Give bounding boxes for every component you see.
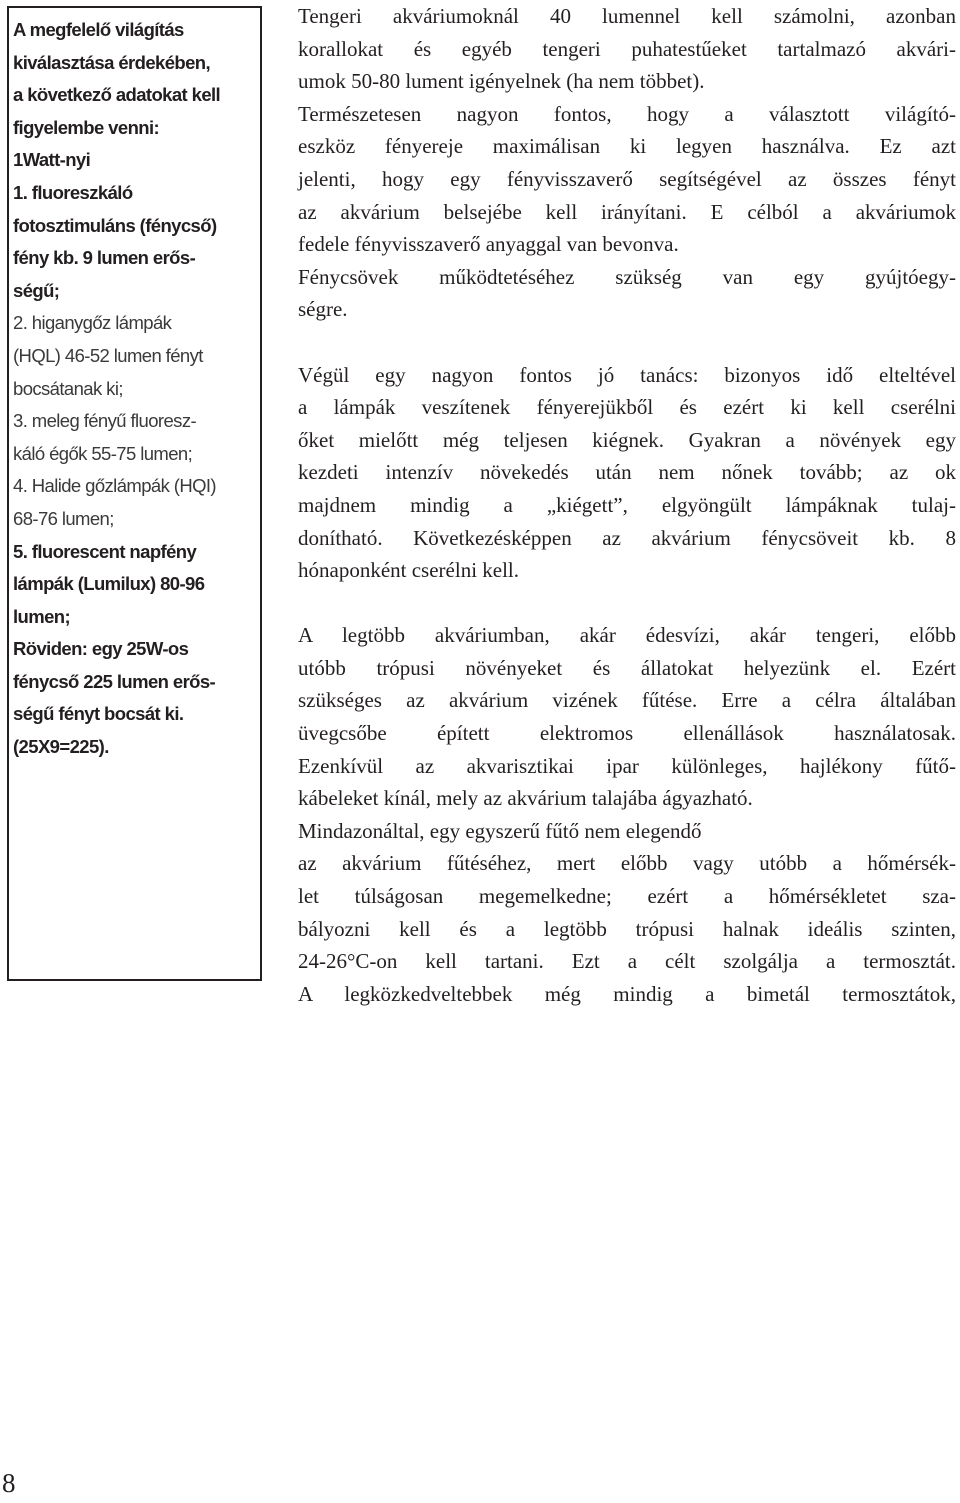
paragraph-gap bbox=[298, 587, 956, 620]
body-line: bályozni kell és a legtöbb trópusi halnak ideális szinten, bbox=[298, 916, 956, 941]
body-line: kábeleket kínál, mely az akvárium talajába ágyazható. bbox=[298, 786, 753, 811]
body-line: let túlságosan megemelkedne; ezért a hőmérsékletet sza- bbox=[298, 884, 956, 909]
body-line: Tengeri akváriumoknál 40 lumennel kell számolni, azonban bbox=[298, 4, 956, 28]
sidebar-line: A megfelelő világítás bbox=[13, 19, 184, 40]
sidebar-line: ségű; bbox=[13, 279, 60, 301]
sidebar-line: fotosztimuláns (fénycső) bbox=[13, 214, 217, 236]
body-line: majdnem mindig a „kiégett”, elgyöngült lámpáknak tulaj- bbox=[298, 492, 956, 517]
body-line: jelenti, hogy egy fényvisszaverő segítségével az összes fényt bbox=[298, 166, 956, 191]
sidebar-line: 4. Halide gőzlámpák (HQI) bbox=[13, 475, 216, 497]
body-line: üvegcsőbe épített elektromos ellenállások használatosak. bbox=[298, 721, 956, 746]
sidebar-line: ségű fényt bocsát ki. bbox=[13, 703, 184, 725]
sidebar-line: Röviden: egy 25W-os bbox=[13, 638, 189, 660]
body-line: az akvárium fűtéséhez, mert előbb vagy utóbb a hőmérsék- bbox=[298, 851, 956, 876]
body-line: kezdeti intenzív növekedés után nem nőnek tovább; az ok bbox=[298, 460, 956, 485]
sidebar-line: a következő adatokat kell bbox=[13, 84, 221, 106]
body-line: Végül egy nagyon fontos jó tanács: bizonyos idő elteltével bbox=[298, 362, 956, 387]
body-line: eszköz fényereje maximálisan ki legyen használva. Ez azt bbox=[298, 134, 956, 159]
body-line: őket mielőtt még teljesen kiégnek. Gyakran a növények egy bbox=[298, 427, 956, 452]
body-line: hónaponként cserélni kell. bbox=[298, 558, 520, 583]
page-number: 8 bbox=[2, 1468, 16, 1498]
body-line: fedele fényvisszaverő anyaggal van bevonva. bbox=[298, 232, 679, 257]
body-line: Fénycsövek működtetéséhez szükség van egy gyújtóegy- bbox=[298, 264, 956, 289]
sidebar-line: 2. higanygőz lámpák bbox=[13, 312, 172, 334]
body-line: Mindazonáltal, egy egyszerű fűtő nem elegendő bbox=[298, 818, 702, 843]
sidebar-line: lumen; bbox=[13, 605, 71, 627]
paragraph-lamp-replacement bbox=[298, 359, 956, 587]
body-line: Ezenkívül az akvarisztikai ipar különleges, hajlékony fűtő- bbox=[298, 753, 956, 778]
paragraph-gap bbox=[298, 326, 956, 359]
sidebar-line: (25X9=225). bbox=[13, 736, 109, 758]
paragraph-marine-lighting bbox=[298, 0, 956, 326]
sidebar-line: (HQL) 46-52 lumen fényt bbox=[13, 344, 203, 366]
sidebar-line: bocsátanak ki; bbox=[13, 377, 123, 399]
sidebar-line: 1Watt-nyi bbox=[13, 149, 91, 171]
body-line: A legközkedveltebbek még mindig a bimetál termosztátok, bbox=[298, 981, 956, 1006]
body-line: utóbb trópusi növényeket és állatokat helyezünk el. Ezért bbox=[298, 655, 956, 680]
body-line: A legtöbb akváriumban, akár édesvízi, akár tengeri, előbb bbox=[298, 623, 956, 648]
body-line: az akvárium belsejébe kell irányítani. E célból a akváriumok bbox=[298, 199, 956, 224]
sidebar-line: 68-76 lumen; bbox=[13, 507, 114, 529]
body-line: umok 50-80 lument igényelnek (ha nem többet). bbox=[298, 69, 705, 94]
sidebar-line: kiválasztása érdekében, bbox=[13, 51, 211, 73]
sidebar-line: lámpák (Lumilux) 80-96 bbox=[13, 573, 205, 595]
sidebar-line: 3. meleg fényű fluoresz- bbox=[13, 410, 197, 432]
body-line: ségre. bbox=[298, 297, 348, 322]
body-line: a lámpák veszítenek fényerejükből és ezért ki kell cserélni bbox=[298, 395, 956, 420]
body-line: szükséges az akvárium vizének fűtése. Erre a célra általában bbox=[298, 688, 956, 713]
sidebar-line: 5. fluorescent napfény bbox=[13, 540, 197, 562]
sidebar-line: figyelembe venni: bbox=[13, 116, 160, 138]
sidebar-line: fénycső 225 lumen erős- bbox=[13, 670, 216, 692]
info-sidebar-text bbox=[13, 14, 251, 764]
sidebar-line: fény kb. 9 lumen erős- bbox=[13, 247, 196, 269]
main-body-text bbox=[298, 0, 956, 1010]
sidebar-line: 1. fluoreszkáló bbox=[13, 181, 133, 203]
body-line: Természetesen nagyon fontos, hogy a választott világító- bbox=[298, 101, 956, 126]
paragraph-heating bbox=[298, 619, 956, 1010]
body-line: donítható. Következésképpen az akvárium fénycsöveit kb. 8 bbox=[298, 525, 956, 550]
body-line: 24-26°C-on kell tartani. Ezt a célt szolgálja a termosztát. bbox=[298, 949, 956, 974]
sidebar-line: káló égők 55-75 lumen; bbox=[13, 442, 193, 464]
body-line: korallokat és egyéb tengeri puhatestűeket tartalmazó akvári- bbox=[298, 36, 956, 61]
